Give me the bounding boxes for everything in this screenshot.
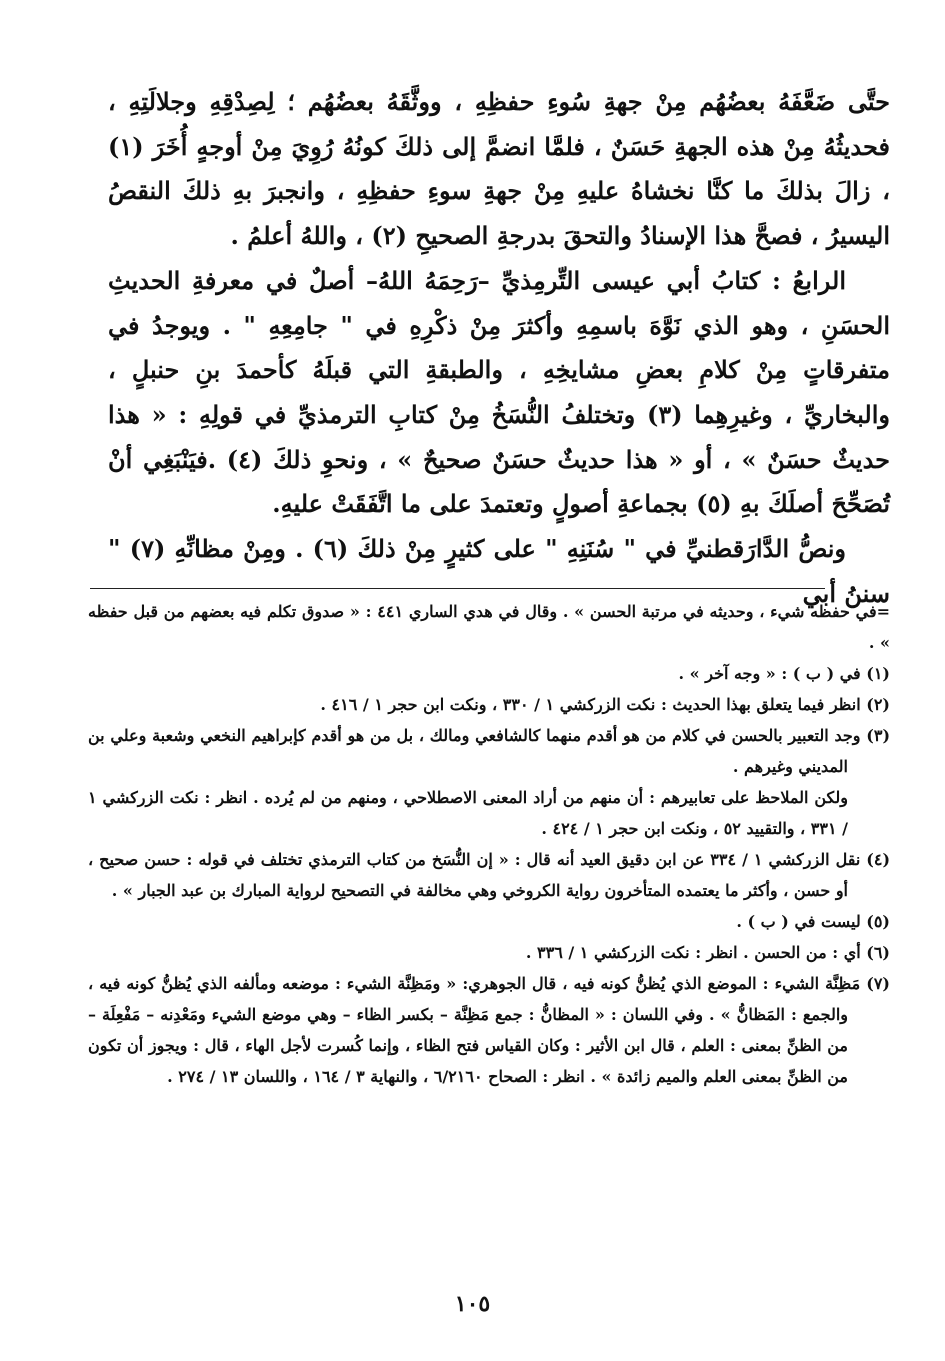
footnote: (١) في ( ب ) : « وجه آخر » .	[678, 664, 890, 683]
page-number: ١٠٥	[454, 1291, 491, 1317]
footnote: (٥) ليست في ( ب ) .	[736, 912, 890, 931]
main-text	[108, 80, 890, 616]
footnote: (٧) مَظِنَّة الشيء : الموضع الذي يُظنُّ كونه فيه ، قال الجوهري: « ومَظِنَّة الشيء : موضعه ومألفه الذي يُظنُّ كونه فيه ، والجمع : المَظانُّ » . وفي اللسان : « المظانُّ : جمع مَظِنَّة – بكسر الظاء – وهي موضع الشيء ومَعْدِنه – مَفْعِلَة – من الظنِّ بمعنى : العلم ، قال ابن الأثير : وكان القياس فتح الظاء ، وإنما كُسرت لأجل الهاء ، قال : ويجوز أن تكون من الظنِّ بمعنى العلم والميم زائدة » . انظر : الصحاح ٦/٢١٦٠ ، والنهاية ٣ / ١٦٤ ، واللسان ١٣ / ٢٧٤ .	[88, 974, 890, 1086]
footnote: (٦) أي : من الحسن . انظر : نكت الزركشي ١ / ٣٣٦ .	[525, 943, 890, 962]
footnote: (٣) وجد التعبير بالحسن في كلام من هو أقدم منهما كالشافعي ومالك ، بل من هو أقدم كإبراهيم النخعي وشعبة وعلي بن المديني وغيرهم .	[88, 726, 891, 776]
footnote-continuation: ولكن الملاحظ على تعابيرهم : أن منهم من أراد المعنى الاصطلاحي ، ومنهم من لم يُرده . انظر : نكت الزركشي ١ / ٣٣١ ، والتقييد ٥٢ ، ونكت ابن حجر ١ / ٤٢٤ .	[88, 788, 848, 838]
main-paragraph: الرابعُ : كتابُ أبي عيسى التِّرمِذيِّ –رَحِمَهُ اللهُ– أصلٌ في معرفةِ الحديثِ الحسَنِ ، وهو الذي نَوَّهَ باسمِهِ وأكثرَ مِنْ ذكْرِهِ في " جامِعِهِ " . ويوجدُ في متفرقاتٍ مِنْ كلامِ بعضِ مشايخِهِ ، والطبقةِ التي قبلَهُ كأحمدَ بنِ حنبلٍ ، والبخاريِّ ، وغيرِهِما (٣) وتختلفُ النُّسَخُ مِنْ كتابِ الترمذيِّ في قولِهِ : « هذا حديثٌ حسَنٌ » ، أو « هذا حديثٌ حسَنٌ صحيحٌ » ، ونحوِ ذلكَ (٤) .فيَنْبَغِي أنْ تُصَحِّحَ أصلَكَ بهِ (٥) بجماعةِ أصولٍ وتعتمدَ على ما اتَّفَقَتْ عليهِ.	[108, 265, 890, 519]
footnote-separator	[90, 588, 825, 589]
footnote: (٢) انظر فيما يتعلق بهذا الحديث : نكت الزركشي ١ / ٣٣٠ ، ونكت ابن حجر ١ / ٤١٦ .	[320, 695, 890, 714]
footnotes	[88, 596, 890, 1092]
footnote: (٤) نقل الزركشي ١ / ٣٣٤ عن ابن دقيق العيد أنه قال : « إن النُّسَخ من كتاب الترمذي تختلف في قوله : حسن صحيح ، أو حسن ، وأكثر ما يعتمده المتأخرون رواية الكروخي وهي مخالفة في التصحيح لرواية المبارك بن عبد الجبار » .	[88, 850, 891, 900]
footnote-continuation: =في حفظه شيء ، وحديثه في مرتبة الحسن » . وقال في هدي الساري ٤٤١ : « صدوق تكلم فيه بعضهم من قبل حفظه » .	[88, 602, 890, 652]
main-paragraph: ونصُّ الدَّارَقطنيِّ في " سُنَنِهِ " على كثيرٍ مِنْ ذلكَ (٦) . ومِنْ مظانِّهِ (٧) " سننُ أبي	[108, 534, 890, 608]
main-paragraph: حتَّى ضَعَّفَهُ بعضُهُم مِنْ جهةِ سُوءِ حفظِهِ ، ووثَّقَهُ بعضُهُم ؛ لِصِدْقِهِ وجلالَتِهِ ، فحديثُهُ مِنْ هذه الجهةِ حَسَنٌ ، فلمَّا انضمَّ إلى ذلكَ كونُهُ رُوِيَ مِنْ أوجهٍ أُخَرَ (١) ، زالَ بذلكَ ما كنَّا نخشاهُ عليهِ مِنْ جهةِ سوءِ حفظِهِ ، وانجبرَ بهِ ذلكَ النقصُ اليسيرُ ، فصحَّ هذا الإسنادُ والتحقَ بدرجةِ الصحيحِ (٢) ، واللهُ أعلمُ .	[108, 87, 890, 251]
